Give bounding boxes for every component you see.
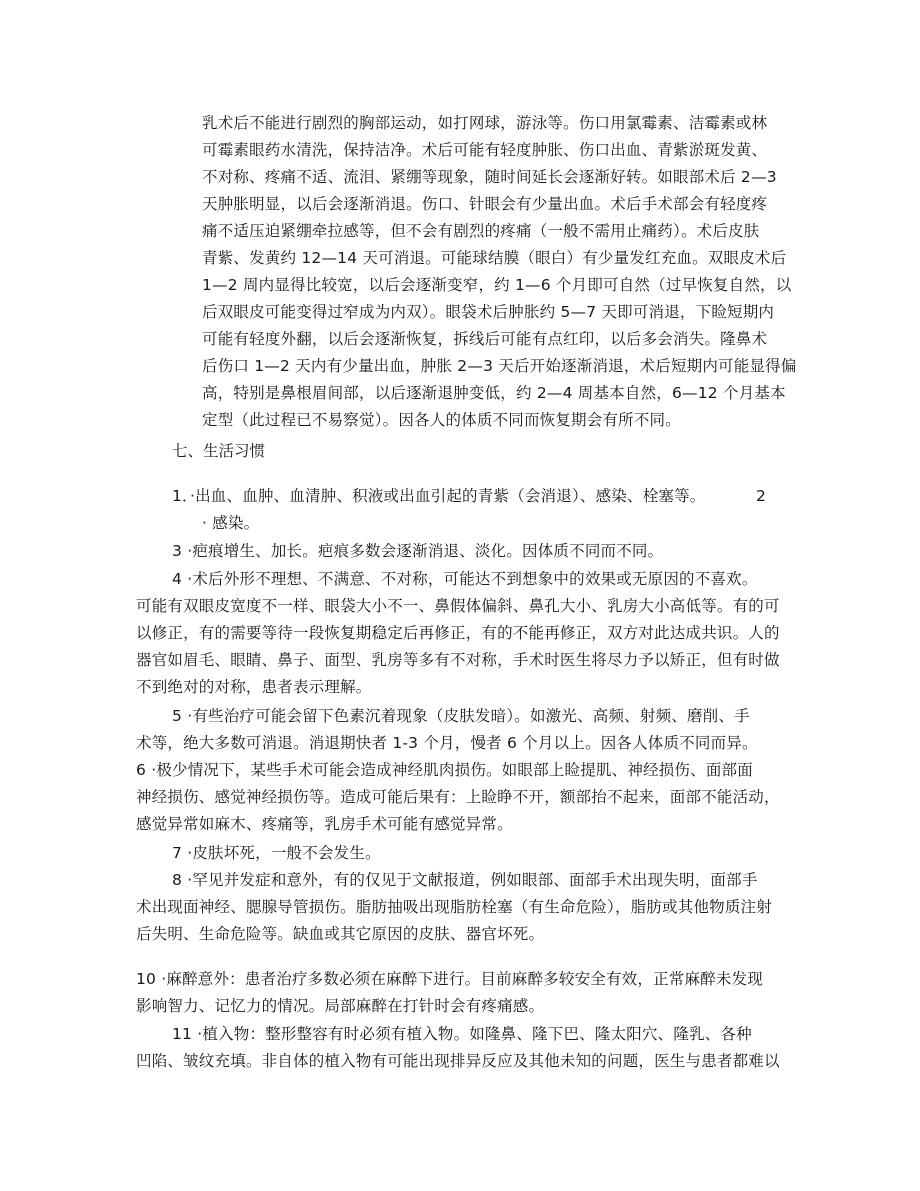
list-item-2-number: 2	[756, 487, 767, 505]
list-item-5-line: 术等，绝大多数可消退。消退期快者 1-3 个月，慢者 6 个月以上。因各人体质不同而异。	[136, 734, 758, 752]
paragraph-line: 定型（此过程已不易察觉）。因各人的体质不同而恢复期会有所不同。	[202, 411, 681, 429]
list-item-4-line: 以修正，有的需要等待一段恢复期稳定后再修正，有的不能再修正，双方对此达成共识。人的	[136, 624, 780, 642]
paragraph-line: 可能有轻度外翻，以后会逐渐恢复，拆线后可能有点红印，以后多会消失。隆鼻术	[202, 330, 768, 348]
list-item-6-line: 感觉异常如麻木、疼痛等，乳房手术可能有感觉异常。	[136, 815, 513, 833]
list-item-11: 11 ·植入物：整形整容有时必须有植入物。如隆鼻、隆下巴、隆太阳穴、隆乳、各种	[172, 1025, 752, 1043]
list-item-2: · 感染。	[202, 514, 260, 532]
paragraph-line: 高，特别是鼻根眉间部，以后逐渐退肿变低，约 2—4 周基本自然，6—12 个月基本	[202, 384, 786, 402]
paragraph-line: 天肿胀明显，以后会逐渐消退。伤口、针眼会有少量出血。术后手术部会有轻度疼	[202, 195, 768, 213]
paragraph-line: 1—2 周内显得比较宽，以后会逐渐变窄，约 1—6 个月即可自然（过早恢复自然，以	[202, 276, 792, 294]
list-item-7: 7 ·皮肤坏死，一般不会发生。	[172, 844, 381, 862]
paragraph-line: 后双眼皮可能变得过窄成为内双）。眼袋术后肿胀约 5—7 天即可消退，下睑短期内	[202, 303, 775, 321]
list-item-4-line: 器官如眉毛、眼睛、鼻子、面型、乳房等多有不对称，手术时医生将尽力予以矫正，但有时做	[136, 651, 780, 669]
section-heading: 七、生活习惯	[172, 442, 266, 460]
list-item-8: 8 ·罕见并发症和意外，有的仅见于文献报道，例如眼部、面部手术出现失明，面部手	[172, 871, 758, 889]
list-item-4-line: 不到绝对的对称，患者表示理解。	[136, 678, 372, 696]
list-item-10-line: 影响智力、记忆力的情况。局部麻醉在打针时会有疼痛感。	[136, 997, 545, 1015]
list-item-3: 3 ·疤痕增生、加长。疤痕多数会逐渐消退、淡化。因体质不同而不同。	[172, 542, 664, 560]
list-item-6-line: 神经损伤、感觉神经损伤等。造成可能后果有：上睑睁不开，额部抬不起来，面部不能活动，	[136, 788, 780, 806]
list-item-10: 10 ·麻醉意外：患者治疗多数必须在麻醉下进行。目前麻醉多较安全有效，正常麻醉未发现	[136, 970, 763, 988]
paragraph-line: 不对称、疼痛不适、流泪、紧绷等现象，随时间延长会逐渐好转。如眼部术后 2—3	[202, 168, 777, 186]
list-item-6: 6 ·极少情况下，某些手术可能会造成神经肌肉损伤。如眼部上睑提肌、神经损伤、面部面	[136, 761, 753, 779]
paragraph-line: 可霉素眼药水清洗，保持洁净。术后可能有轻度肿胀、伤口出血、青紫淤斑发黄、	[202, 141, 768, 159]
list-item-4-line: 可能有双眼皮宽度不一样、眼袋大小不一、鼻假体偏斜、鼻孔大小、乳房大小高低等。有的可	[136, 597, 780, 615]
list-item-11-line: 凹陷、皱纹充填。非自体的植入物有可能出现排异反应及其他未知的问题，医生与患者都难以	[136, 1052, 780, 1070]
list-item-8-line: 术出现面神经、腮腺导管损伤。脂肪抽吸出现脂肪栓塞（有生命危险），脂肪或其他物质注射	[136, 898, 772, 916]
paragraph-line: 乳术后不能进行剧烈的胸部运动，如打网球，游泳等。伤口用氯霉素、洁霉素或林	[202, 114, 768, 132]
list-item-8-line: 后失明、生命危险等。缺血或其它原因的皮肤、器官坏死。	[136, 925, 545, 943]
list-item-5: 5 ·有些治疗可能会留下色素沉着现象（皮肤发暗）。如激光、高频、射频、磨削、手	[172, 707, 750, 725]
paragraph-line: 后伤口 1—2 天内有少量出血，肿胀 2—3 天后开始逐渐消退，术后短期内可能显得偏	[202, 357, 797, 375]
paragraph-line: 痛不适压迫紧绷牵拉感等，但不会有剧烈的疼痛（一般不需用止痛药）。术后皮肤	[202, 222, 760, 240]
list-item-1: 1．·出血、血肿、血清肿、积液或出血引起的青紫（会消退）、感染、栓塞等。	[172, 487, 706, 505]
list-item-4: 4 ·术后外形不理想、不满意、不对称，可能达不到想象中的效果或无原因的不喜欢。	[172, 570, 758, 588]
paragraph-line: 青紫、发黄约 12—14 天可消退。可能球结膜（眼白）有少量发红充血。双眼皮术后	[202, 249, 787, 267]
